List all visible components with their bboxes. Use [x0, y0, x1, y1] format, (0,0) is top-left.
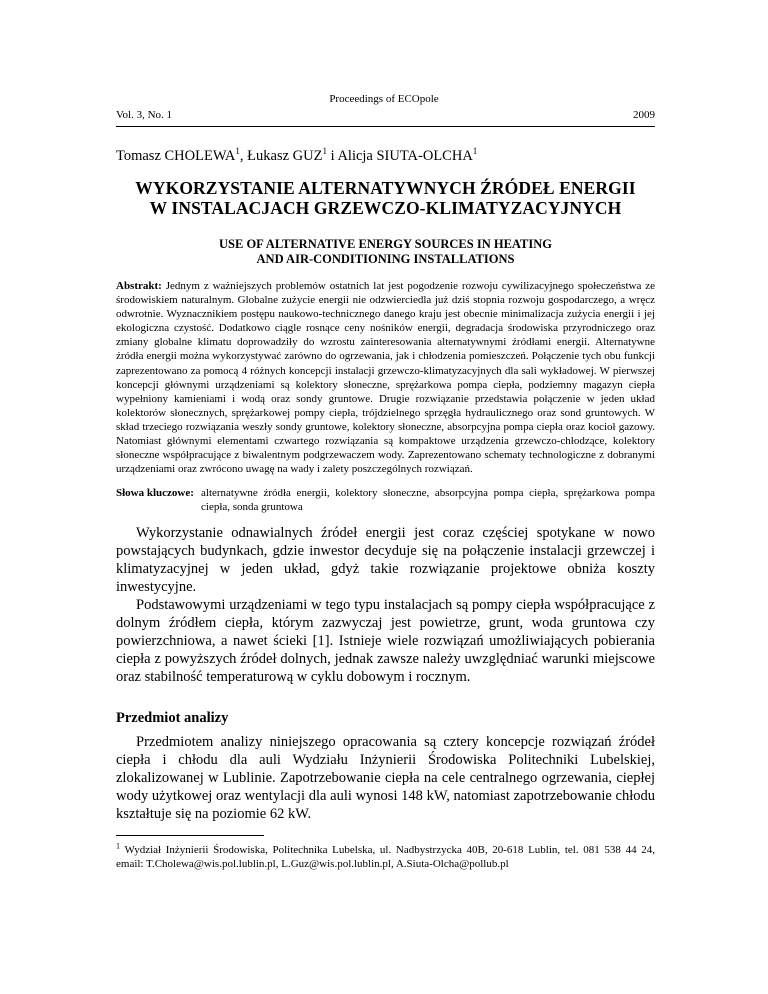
paragraph-text: Podstawowymi urządzeniami w tego typu instalacjach są pompy ciepła współpracujące z dolnym źródłem ciepła, którym zazwyczaj jest powietrze, grunt, woda gruntowa czy powierzchniowa, a nawet ścieki [1]. Istnieje wiele rozwiązań umożliwiających pobierania ciepła z powyższych źródeł dolnych, jednak zawsze należy uwzględniać warunki miejscowe oraz stabilność temperaturową w cyklu dobowym i rocznym. — [116, 597, 655, 685]
keywords-label: Słowa kluczowe: — [116, 487, 194, 499]
paragraph-text: Wykorzystanie odnawialnych źródeł energii jest coraz częściej spotykane w nowo powstających budynkach, gdzie inwestor decyduje się na połączenie instalacji grzewczej i klimatyzacyjnej w jeden układ, gdyż takie rozwiązanie projektowe obniża koszty inwestycyjne. — [116, 525, 655, 595]
section-heading: Przedmiot analizy — [116, 710, 229, 726]
body-paragraph — [116, 733, 655, 823]
title-line: W INSTALACJACH GRZEWCZO-KLIMATYZACYJNYCH — [149, 198, 622, 218]
paper-title-polish — [116, 178, 655, 218]
title-line: USE OF ALTERNATIVE ENERGY SOURCES IN HEATING — [219, 237, 552, 251]
affiliation-marker: 1 — [472, 146, 478, 157]
author-name: Tomasz CHOLEWA — [116, 148, 236, 164]
affiliation-marker: 1 — [322, 146, 327, 157]
author-separator: , — [239, 148, 248, 164]
keywords-text: alternatywne źródła energii, kolektory słoneczne, absorpcyjna pompa ciepła, sprężarkowa pompa ciepła, sonda gruntowa — [201, 487, 655, 513]
volume-number: Vol. 3, No. 1 — [116, 109, 173, 121]
abstract-label: Abstrakt: — [116, 280, 162, 292]
keywords — [116, 486, 655, 514]
affiliation-marker: 1 — [235, 146, 240, 157]
abstract — [116, 279, 655, 476]
body-paragraph — [116, 596, 655, 686]
abstract-text: Jednym z ważniejszych problemów ostatnich lat jest pogodzenie rozwoju cywilizacyjnego społeczeństwa ze środowiskiem naturalnym. Globalne zużycie energii nie odzwierciedla już dziś stopnia rozwoju gospodarczego, a wręcz odwrotnie. Wyznacznikiem postępu naukowo-technicznego danego kraju jest obecnie minimalizacja zużycia energii i jej ekologiczna czystość. Dodatkowo ciągle rosnące ceny nośników energii, degradacja środowiska przyrodniczego oraz zmiany globalne klimatu doprowadziły do wzrostu zainteresowania alternatywnymi źródłami energii. Alternatywne źródła energii można wykorzystywać zarówno do ogrzewania, jak i chłodzenia pomieszczeń. Połączenie tych obu funkcji zaprezentowano za pomocą 4 różnych koncepcji instalacji grzewczo-klimatyzacyjnych dla sali wykładowej. W pierwszej koncepcji głównymi urządzeniami są kolektory słoneczne, sprężarkowa pompa ciepła, podziemny magazyn ciepła wypełniony kamieniami i wodą oraz sondy gruntowe. Drugie rozwiązanie przedstawia połączenie w jeden układ kolektorów słonecznych, sprężarkowej pompy ciepła, trójdzielnego sprzęgła hydraulicznego oraz sond gruntowych. W skład trzeciego rozwiązania weszły sondy gruntowe, kolektory słoneczne, absorpcyjna pompa ciepła oraz kocioł gazowy. Natomiast głównymi elementami czwartego rozwiązania są kompaktowe urządzenia grzewczo-chłodzące, kolektory słoneczne współpracujące z biwalentnym podgrzewaczem wody. Zaprezentowano schematy technologiczne z dobranymi urządzeniami oraz zwrócono uwagę na wady i zalety poszczególnych rozwiązań. — [116, 280, 655, 476]
title-line: WYKORZYSTANIE ALTERNATYWNYCH ŹRÓDEŁ ENERGII — [135, 178, 636, 198]
publication-year: 2009 — [633, 109, 655, 121]
paper-title-english — [116, 237, 655, 267]
running-title: Proceedings of ECOpole — [329, 93, 439, 105]
header-rule — [116, 126, 655, 127]
author-name: Alicja SIUTA-OLCHA — [337, 148, 473, 164]
footnote-text: Wydział Inżynierii Środowiska, Politechnika Lubelska, ul. Nadbystrzycka 40B, 20-618 Lublin, tel. 081 538 44 24, email: T.Cholewa@wis.pol.lublin.pl, L.Guz@wis.pol.lublin.pl, A.Siuta-Olcha@pollub.pl — [116, 844, 655, 870]
author-list — [116, 148, 477, 165]
author-separator: i — [326, 148, 338, 164]
paragraph-text: Przedmiotem analizy niniejszego opracowania są cztery koncepcje rozwiązań źródeł ciepła i chłodu dla auli Wydziału Inżynierii Środowiska Politechniki Lubelskiej, zlokalizowanej w Lublinie. Zapotrzebowanie ciepła na cele centralnego ogrzewania, ciepłej wody użytkowej oraz wentylacji dla auli wynosi 148 kW, natomiast zapotrzebowanie chłodu kształtuje się na poziomie 62 kW. — [116, 734, 655, 822]
footnote — [116, 843, 655, 871]
footnote-rule — [116, 835, 264, 836]
body-paragraph — [116, 524, 655, 596]
author-name: Łukasz GUZ — [247, 148, 323, 164]
footnote-marker: 1 — [116, 841, 120, 851]
title-line: AND AIR-CONDITIONING INSTALLATIONS — [256, 252, 515, 266]
